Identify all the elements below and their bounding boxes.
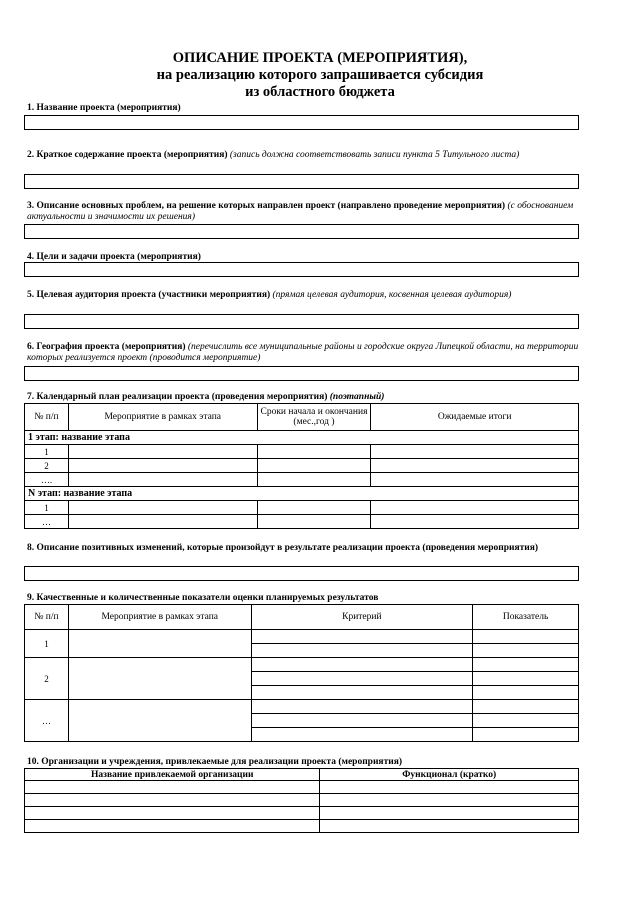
row-number: … <box>25 700 69 742</box>
table-cell[interactable] <box>68 445 257 459</box>
table-cell[interactable] <box>68 630 251 658</box>
section-3-field[interactable] <box>24 224 579 239</box>
table-cell[interactable] <box>473 686 579 700</box>
table-cell[interactable] <box>473 658 579 672</box>
table-cell[interactable] <box>473 714 579 728</box>
section-3-title: 3. Описание основных проблем, на решение которых направлен проект (направлено проведение мероприятия) <box>27 201 506 211</box>
section-4-field[interactable] <box>24 262 579 277</box>
table-cell[interactable] <box>68 501 257 515</box>
table-cell[interactable] <box>251 644 473 658</box>
col-header-dates: Сроки начала и окончания (мес.,год ) <box>257 404 371 431</box>
page-subtitle-1: на реализацию которого запрашивается субсидия <box>156 67 484 83</box>
stage-1-title: 1 этап: название этапа <box>25 431 579 445</box>
table-row <box>25 781 579 794</box>
section-10-label <box>27 757 587 768</box>
table-cell[interactable] <box>25 820 320 833</box>
table-cell[interactable] <box>371 473 579 487</box>
calendar-plan-table <box>24 403 579 529</box>
table-cell[interactable] <box>25 794 320 807</box>
table-row <box>25 700 579 714</box>
table-cell[interactable] <box>251 672 473 686</box>
table-row <box>25 794 579 807</box>
section-6-title: 6. География проекта (мероприятия) <box>27 342 186 352</box>
table-row <box>25 445 579 459</box>
section-9-title: 9. Качественные и количественные показатели оценки планируемых результатов <box>27 593 379 603</box>
col-header-number: № п/п <box>25 605 69 630</box>
table-cell[interactable] <box>320 794 579 807</box>
row-number: … <box>25 515 69 529</box>
indicators-table <box>24 604 579 742</box>
table-cell[interactable] <box>251 686 473 700</box>
table-cell[interactable] <box>68 658 251 700</box>
table-cell[interactable] <box>257 445 371 459</box>
organizations-table <box>24 768 579 833</box>
section-2-field[interactable] <box>24 174 579 189</box>
stage-n-title: N этап: название этапа <box>25 487 579 501</box>
row-number: …. <box>25 473 69 487</box>
table-cell[interactable] <box>68 473 257 487</box>
table-cell[interactable] <box>257 515 371 529</box>
table-cell[interactable] <box>251 728 473 742</box>
col-header-activity: Мероприятие в рамках этапа <box>68 404 257 431</box>
section-5-field[interactable] <box>24 314 579 329</box>
table-cell[interactable] <box>473 644 579 658</box>
section-5-note: (прямая целевая аудитория, косвенная целевая аудитория) <box>272 290 512 300</box>
section-7-note: (поэтапный) <box>329 392 385 402</box>
col-header-organization: Название привлекаемой организации <box>25 769 320 781</box>
row-number: 2 <box>25 658 69 700</box>
col-header-activity: Мероприятие в рамках этапа <box>68 605 251 630</box>
section-7-label <box>27 392 587 403</box>
section-10-title: 10. Организации и учреждения, привлекаемые для реализации проекта (мероприятия) <box>27 757 403 767</box>
table-cell[interactable] <box>25 781 320 794</box>
table-cell[interactable] <box>251 630 473 644</box>
section-7-title: 7. Календарный план реализации проекта (проведения мероприятия) <box>27 392 328 402</box>
section-1-label <box>27 103 587 114</box>
table-cell[interactable] <box>251 714 473 728</box>
table-cell[interactable] <box>371 515 579 529</box>
table-row <box>25 515 579 529</box>
table-cell[interactable] <box>68 515 257 529</box>
section-1-title: 1. Название проекта (мероприятия) <box>27 103 181 113</box>
table-cell[interactable] <box>473 700 579 714</box>
section-3-note: (с обоснованием актуальности и значимости их решения) <box>27 201 574 222</box>
table-cell[interactable] <box>473 630 579 644</box>
section-3-label <box>27 201 587 223</box>
table-cell[interactable] <box>473 672 579 686</box>
section-2-title: 2. Краткое содержание проекта (мероприятия) <box>27 150 228 160</box>
table-row <box>25 807 579 820</box>
section-2-note: (запись должна соответствовать записи пункта 5 Титульного листа) <box>229 150 520 160</box>
col-header-number: № п/п <box>25 404 69 431</box>
table-cell[interactable] <box>68 700 251 742</box>
table-cell[interactable] <box>371 445 579 459</box>
section-8-label <box>27 543 587 554</box>
table-row <box>25 630 579 644</box>
table-row <box>25 473 579 487</box>
page-title: ОПИСАНИЕ ПРОЕКТА (МЕРОПРИЯТИЯ), <box>172 50 468 66</box>
section-8-field[interactable] <box>24 566 579 581</box>
table-cell[interactable] <box>320 781 579 794</box>
page-subtitle-2: из областного бюджета <box>245 84 395 100</box>
table-cell[interactable] <box>371 501 579 515</box>
col-header-results: Ожидаемые итоги <box>371 404 579 431</box>
section-5-label <box>27 290 587 301</box>
table-cell[interactable] <box>320 807 579 820</box>
section-4-title: 4. Цели и задачи проекта (мероприятия) <box>27 252 201 262</box>
table-row <box>25 820 579 833</box>
table-cell[interactable] <box>257 459 371 473</box>
col-header-function: Функционал (кратко) <box>320 769 579 781</box>
table-cell[interactable] <box>68 459 257 473</box>
section-9-label <box>27 593 587 604</box>
col-header-indicator: Показатель <box>473 605 579 630</box>
section-5-title: 5. Целевая аудитория проекта (участники мероприятия) <box>27 290 271 300</box>
row-number: 2 <box>25 459 69 473</box>
table-cell[interactable] <box>25 807 320 820</box>
table-cell[interactable] <box>251 658 473 672</box>
row-number: 1 <box>25 630 69 658</box>
row-number: 1 <box>25 445 69 459</box>
table-row <box>25 501 579 515</box>
row-number: 1 <box>25 501 69 515</box>
section-6-note: (перечислить все муниципальные районы и городские округа Липецкой области, на территории которых реализуется проект (проводится мероприятие) <box>27 342 579 363</box>
table-row <box>25 459 579 473</box>
table-cell[interactable] <box>257 501 371 515</box>
table-cell[interactable] <box>371 459 579 473</box>
section-2-label <box>27 150 587 161</box>
section-6-field[interactable] <box>24 366 579 381</box>
table-cell[interactable] <box>257 473 371 487</box>
section-6-label <box>27 342 587 364</box>
table-cell[interactable] <box>320 820 579 833</box>
table-cell[interactable] <box>473 728 579 742</box>
section-1-field[interactable] <box>24 115 579 130</box>
col-header-criterion: Критерий <box>251 605 473 630</box>
table-cell[interactable] <box>251 700 473 714</box>
section-8-title: 8. Описание позитивных изменений, которые произойдут в результате реализации проекта (проведения мероприятия) <box>27 543 539 553</box>
table-row <box>25 658 579 672</box>
